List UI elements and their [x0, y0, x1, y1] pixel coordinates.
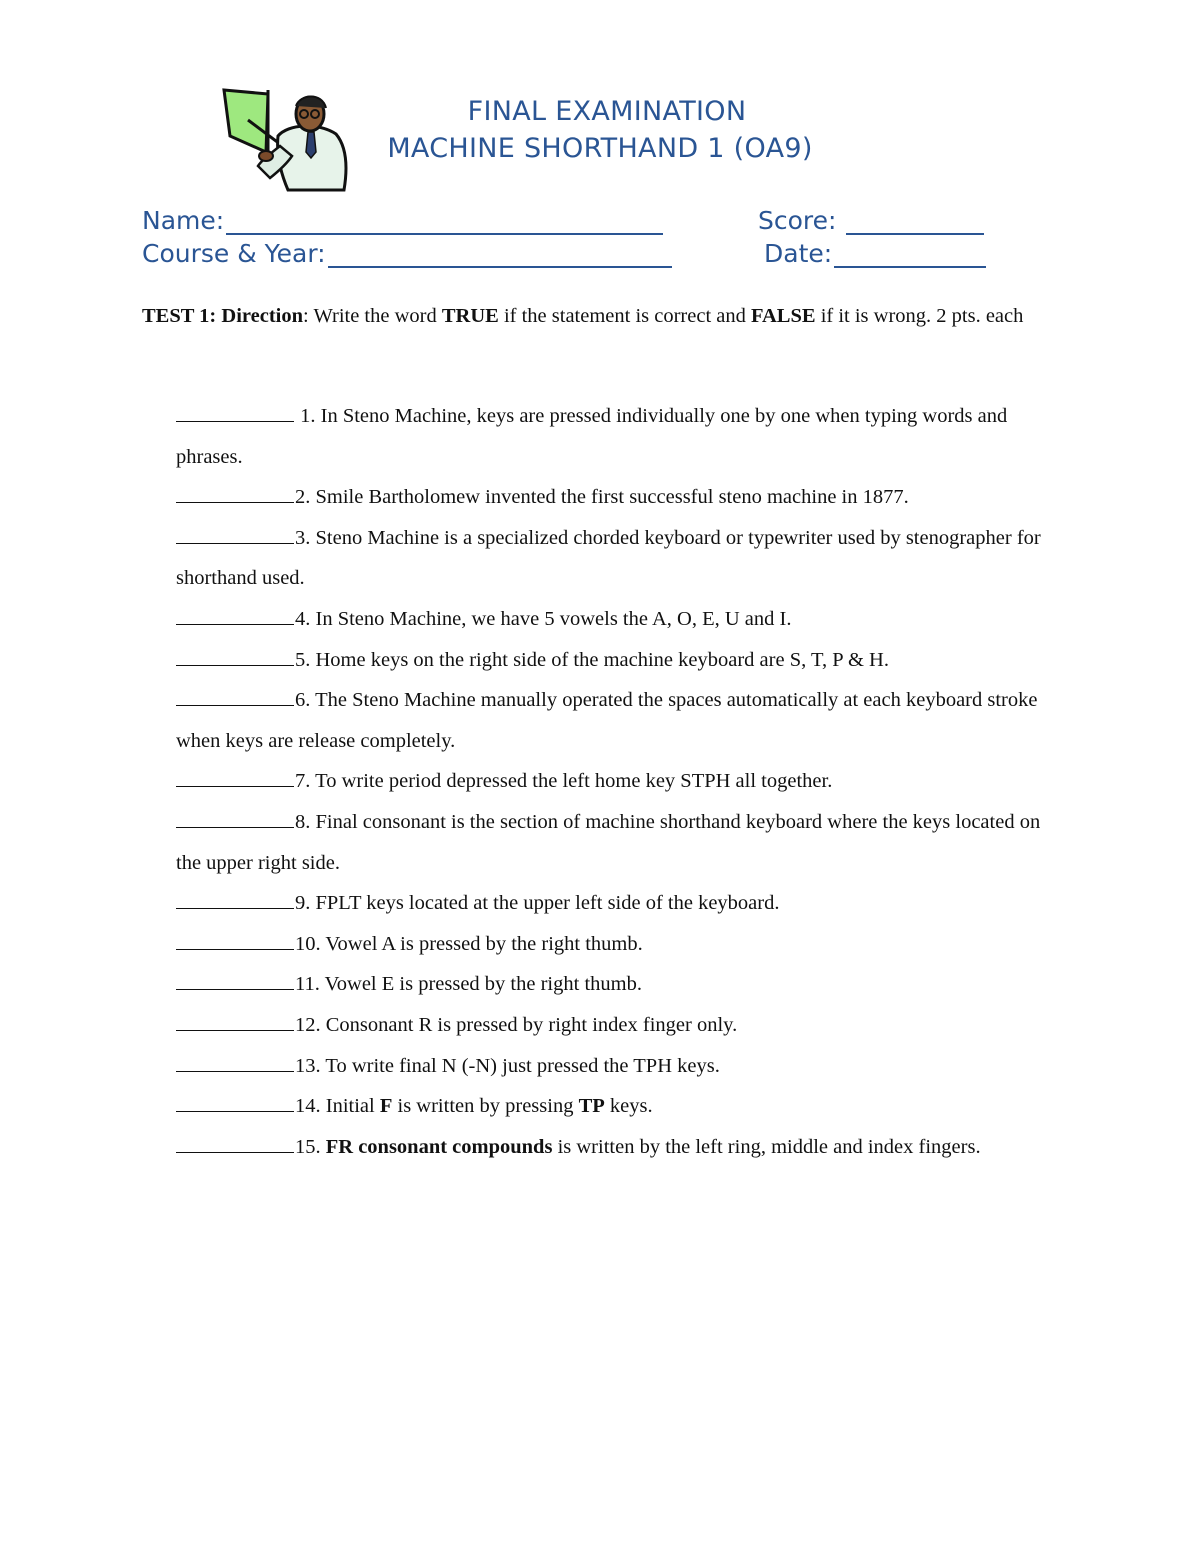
question-item: [176, 680, 1066, 761]
question-item: [176, 1005, 1066, 1046]
answer-blank[interactable]: [176, 1089, 294, 1112]
false-word: FALSE: [751, 305, 816, 327]
date-label: Date:: [764, 239, 833, 268]
question-text: 14. Initial: [295, 1095, 380, 1118]
question-text-mid: is written by pressing: [392, 1095, 579, 1118]
question-item: [176, 1086, 1066, 1127]
course-year-label: Course & Year:: [142, 239, 326, 268]
question-item: [176, 761, 1066, 802]
question-item: [176, 802, 1066, 883]
direction-text-c: if it is wrong. 2 pts. each: [815, 305, 1024, 327]
name-line[interactable]: [226, 209, 663, 235]
question-text: 12. Consonant R is pressed by right index finger only.: [295, 1013, 738, 1036]
name-label: Name:: [142, 206, 225, 235]
question-list: [176, 396, 1066, 1167]
question-item: [176, 518, 1066, 599]
question-item: [176, 1127, 1066, 1168]
question-text: 5. Home keys on the right side of the machine keyboard are S, T, P & H.: [295, 648, 889, 671]
answer-blank[interactable]: [176, 1008, 294, 1031]
question-text: 13. To write final N (-N) just pressed the TPH keys.: [295, 1054, 720, 1077]
bold-text: TP: [578, 1095, 605, 1118]
name-field: [142, 206, 663, 235]
question-item: [176, 599, 1066, 640]
score-field: [758, 206, 984, 235]
question-text: 8. Final consonant is the section of machine shorthand keyboard where the keys located on the upper right side.: [176, 810, 1041, 874]
direction-text-a: Write the word: [308, 305, 442, 327]
answer-blank[interactable]: [176, 602, 294, 625]
test-label: TEST 1:: [142, 305, 217, 327]
question-text: 11. Vowel E is pressed by the right thumb.: [295, 973, 642, 996]
test1-direction: [142, 296, 1062, 337]
course-year-line[interactable]: [328, 242, 672, 268]
question-text: 1. In Steno Machine, keys are pressed individually one by one when typing words and phrases.: [176, 405, 1008, 468]
exam-subtitle: MACHINE SHORTHAND 1 (OA9): [387, 133, 813, 164]
question-text: 2. Smile Bartholomew invented the first successful steno machine in 1877.: [295, 486, 909, 509]
answer-blank[interactable]: [176, 521, 294, 544]
score-label: Score:: [758, 206, 837, 235]
answer-blank[interactable]: [176, 643, 294, 666]
answer-blank[interactable]: [176, 927, 294, 950]
date-field: [764, 239, 986, 268]
answer-blank[interactable]: [176, 886, 294, 909]
question-text: 4. In Steno Machine, we have 5 vowels the A, O, E, U and I.: [295, 607, 792, 630]
question-item: [176, 1046, 1066, 1087]
answer-blank[interactable]: [176, 805, 294, 828]
question-text-mid: is written by the left ring, middle and index fingers.: [552, 1135, 981, 1158]
answer-blank[interactable]: [176, 683, 294, 706]
answer-blank[interactable]: [176, 399, 294, 422]
question-text: 7. To write period depressed the left home key STPH all together.: [295, 770, 833, 793]
exam-title: FINAL EXAMINATION: [467, 96, 747, 127]
date-line[interactable]: [834, 242, 986, 268]
answer-blank[interactable]: [176, 1049, 294, 1072]
question-item: [176, 477, 1066, 518]
direction-text-b: if the statement is correct and: [498, 305, 751, 327]
answer-blank[interactable]: [176, 967, 294, 990]
question-item: [176, 883, 1066, 924]
score-line[interactable]: [846, 209, 984, 235]
question-text: 6. The Steno Machine manually operated the spaces automatically at each keyboard stroke when keys are release completely.: [176, 689, 1038, 752]
question-text: 3. Steno Machine is a specialized chorded keyboard or typewriter used by stenographer for shorthand used.: [176, 526, 1041, 590]
question-item: [176, 396, 1066, 477]
answer-blank[interactable]: [176, 480, 294, 503]
true-word: TRUE: [441, 305, 499, 327]
bold-text: F: [379, 1095, 393, 1118]
question-text: 10. Vowel A is pressed by the right thumb.: [295, 932, 643, 955]
question-item: [176, 964, 1066, 1005]
direction-label: Direction: [221, 305, 303, 327]
question-text: 9. FPLT keys located at the upper left side of the keyboard.: [295, 892, 780, 915]
question-text-post: keys.: [604, 1095, 653, 1118]
question-item: [176, 924, 1066, 965]
question-text: 15.: [295, 1135, 326, 1158]
answer-blank[interactable]: [176, 1130, 294, 1153]
direction-colon: :: [303, 305, 309, 327]
answer-blank[interactable]: [176, 764, 294, 787]
course-year-field: [142, 239, 672, 268]
bold-text: FR consonant compounds: [325, 1135, 553, 1158]
question-item: [176, 640, 1066, 681]
